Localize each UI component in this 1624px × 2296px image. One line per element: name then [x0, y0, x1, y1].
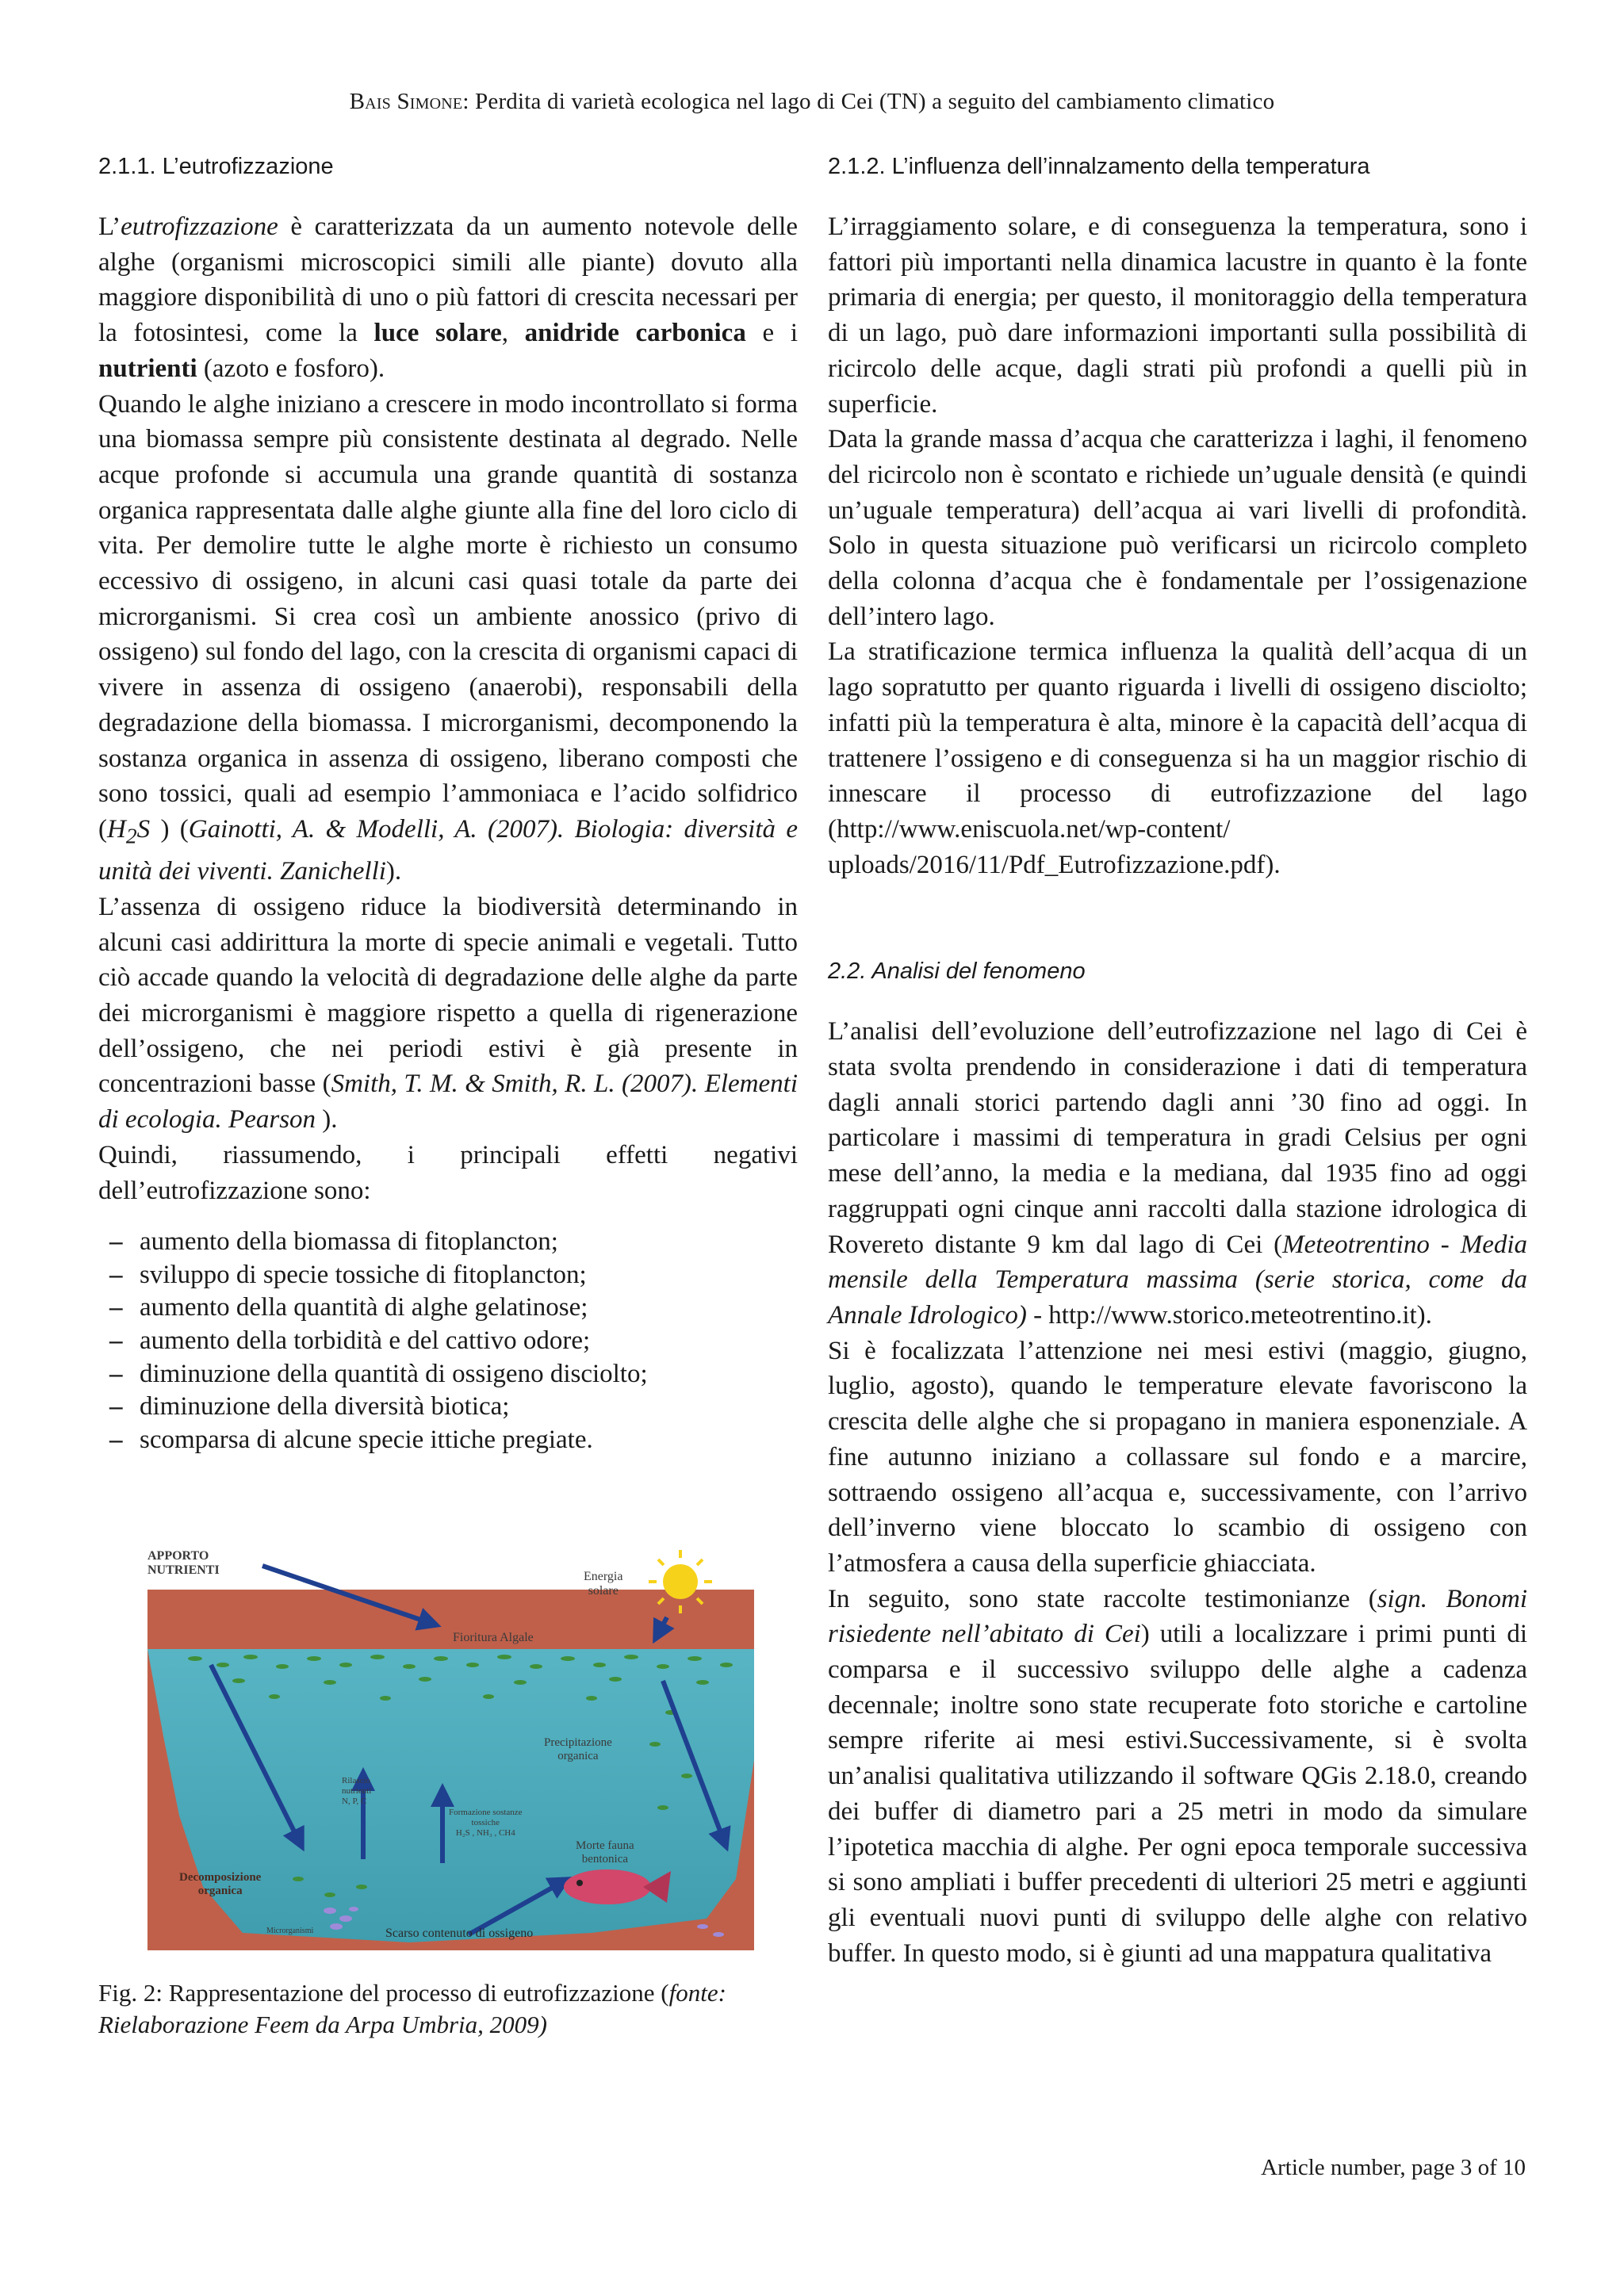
text-run: Quando le alghe iniziano a crescere in modo incontrollato si forma una biomassa sempre più consistente destinata al degrado. Nelle acque profonde si accumula una grande quantità di sostanza organica rappresentata dalle alghe giunte alla fine del loro ciclo di vita. Per demolire tutte le alghe morte è richiesto un consumo eccessivo di ossigeno, in alcuni casi quasi totale da parte dei microrganismi. Si crea così un ambiente anossico (privo di ossigeno) sul fondo del lago, con la crescita di organismi capaci di vivere in assenza di ossigeno (anaerobi), responsabili della degradazione della biomassa. I microrganismi, decomponendo la sostanza organica in assenza di ossigeno, liberano composti che sono tossici, quali ad esempio l’ammoniaca e l’acido solfidrico ( — [98, 389, 798, 844]
formula-subscript: 2 — [125, 823, 137, 848]
page-number: Article number, page 3 of 10 — [1261, 2155, 1526, 2180]
header-title: : Perdita di varietà ecologica nel lago di Cei (TN) a seguito del cambiamento climatico — [462, 89, 1275, 114]
paragraph-definition — [98, 209, 798, 387]
list-item: – aumento della quantità di alghe gelatinose; — [98, 1292, 798, 1325]
figure-caption — [98, 1977, 798, 2041]
bold-term-nutrienti: nutrienti — [98, 354, 197, 383]
text-run: e i — [745, 319, 798, 348]
formula-part: H — [107, 814, 126, 844]
paragraph-biomassa — [98, 387, 798, 890]
label-line: Decomposizione — [179, 1871, 262, 1884]
running-header — [0, 89, 1624, 115]
label-line: tossiche — [471, 1818, 500, 1827]
label-line: nutrienti — [342, 1786, 372, 1796]
label-apporto — [147, 1549, 220, 1578]
label-line: Rilascio — [342, 1776, 371, 1785]
label-rilascio — [342, 1776, 371, 1807]
label-morte — [576, 1839, 634, 1866]
eutrophication-figure — [147, 1546, 754, 1950]
citation-meteotrentino: Meteotrentino - Media mensile della Temperatura massima (serie storica, come da Annale Idrologico) — [828, 1230, 1528, 1330]
formula-h2s — [107, 814, 151, 848]
header-author: Bais Simone — [349, 89, 463, 114]
caption-text: Fig. 2: Rappresentazione del processo di eutrofizzazione ( — [98, 1979, 669, 2007]
paragraph-ricircolo: Data la grande massa d’acqua che caratterizza i laghi, il fenomeno del ricircolo non è scontato e richiede un’uguale densità (e quindi un’uguale temperatura) dell’acqua ai vari livelli di profondità. Solo in questa situazione può verificarsi un ricircolo completo della colonna d’acqua che è fondamentale per l’ossigenazione dell’intero lago. — [828, 425, 1527, 631]
citation-gainotti: Gainotti, A. & Modelli, A. (2007). Biologia: diversità e unità dei viventi. Zanichelli — [98, 814, 799, 886]
label-line: N, P, C — [342, 1797, 367, 1806]
section-heading-temperatura: 2.1.2. L’influenza dell’innalzamento della temperatura — [828, 154, 1370, 179]
formula-part: S — [136, 814, 151, 844]
paragraph-stratificazione: La stratificazione termica influenza la qualità dell’acqua di un lago sopratutto per quanto riguarda i livelli di ossigeno disciolto; infatti più la temperatura è alta, minore è la capacità dell’acqua di trattenere l’ossigeno e di conseguenza si ha un maggior rischio di innescare il processo di eutrofizzazione del lago (http://www.eniscuola.net/wp-content/ uploads/2016/11/Pdf_Eutrofizzazione.pdf). — [828, 637, 1527, 879]
section-heading-eutrofizzazione: 2.1.1. L’eutrofizzazione — [98, 154, 334, 179]
caption-source: fonte: Rielaborazione Feem da Arpa Umbria, 2009) — [98, 1979, 726, 2038]
label-line: APPORTO — [147, 1549, 209, 1563]
list-item: – diminuzione della quantità di ossigeno disciolto; — [98, 1358, 798, 1391]
italic-term: eutrofizzazione — [121, 212, 278, 241]
right-column — [828, 151, 1527, 1971]
label-line: NUTRIENTI — [147, 1563, 220, 1577]
list-item: – sviluppo di specie tossiche di fitoplancton; — [98, 1259, 798, 1292]
label-line: Morte fauna — [576, 1839, 634, 1852]
label-decomposizione — [179, 1871, 261, 1898]
text-run: - http://www.storico.meteotrentino.it). — [1026, 1300, 1432, 1330]
text-run: In seguito, sono state raccolte testimonianze ( — [828, 1584, 1377, 1613]
text-run: (azoto e fosforo). — [197, 354, 385, 383]
label-line: solare — [588, 1584, 619, 1598]
paragraph-biodiversita — [98, 890, 798, 1138]
label-fioritura: Fioritura Algale — [453, 1631, 534, 1644]
text-run: ) ( — [150, 814, 189, 844]
left-column — [98, 151, 798, 1456]
paragraph-mesi-estivi: Si è focalizzata l’attenzione nei mesi estivi (maggio, giugno, luglio, agosto), quando le temperature elevate favoriscono la crescita delle alghe che si propagano in maniera esponenziale. A fine autunno iniziano a collassare sul fondo e a marcire, sottraendo ossigeno all’acqua e, successivamente, con l’arrivo dell’inverno viene bloccato lo scambio di ossigeno con l’atmosfera a causa della superficie ghiacciata. — [828, 1336, 1527, 1578]
label-line: organica — [557, 1750, 599, 1762]
list-item: – aumento della torbidità e del cattivo odore; — [98, 1325, 798, 1358]
text-run: L’assenza di ossigeno riduce la biodiversità determinando in alcuni casi addirittura la morte di specie animali e vegetali. Tutto ciò accade quando la velocità di degradazione delle alghe da parte dei microrganismi è maggiore rispetto a quella di rigenerazione dell’ossigeno, che nei periodi estivi è già presente in concentrazioni basse ( — [98, 892, 798, 1099]
text-run: L’ — [98, 212, 121, 241]
paragraph-riassumendo: Quindi, riassumendo, i principali effetti negativi dell’eutrofizzazione sono: — [98, 1140, 798, 1205]
list-item: – aumento della biomassa di fitoplancton; — [98, 1226, 798, 1259]
paragraph-irraggiamento: L’irraggiamento solare, e di conseguenza la temperatura, sono i fattori più importanti nella dinamica lacustre in quanto è la fonte primaria di energia; per questo, il monitoraggio della temperatura di un lago, può dare informazioni importanti sulla possibilità di ricircolo delle acque, dagli strati più profondi a quelli più in superficie. — [828, 212, 1527, 419]
label-formazione — [449, 1808, 523, 1839]
section-heading-analisi: 2.2. Analisi del fenomeno — [828, 959, 1086, 985]
label-line: organica — [197, 1885, 243, 1897]
bold-term-luce: luce solare — [373, 319, 502, 348]
label-line: H₂S , NH₃ , CH4 — [455, 1828, 515, 1838]
text-run: ) utili a localizzare i primi punti di comparsa e il successivo sviluppo delle alghe a cadenza decennale; inoltre sono state recuperate foto storiche e cartoline sempre riferite ai mesi estivi.Successivamente, si è svolta un’analisi qualitativa utilizzando il software QGis 2.18.0, creando dei buffer di diametro pari a 25 metri in modo da simulare l’ipotetica macchia di alghe. Per ogni epoca temporale successiva si sono ampliati i buffer precedenti di ulteriori 25 metri e aggiunti gli eventuali nuovi punti di sviluppo delle alghe con relativo buffer. In questo modo, si è giunti ad una mappatura qualitativa — [828, 1620, 1527, 1968]
label-energia — [584, 1570, 622, 1598]
bold-term-anidride: anidride carbonica — [524, 319, 746, 348]
label-line: Precipitazione — [544, 1736, 612, 1749]
label-line: Formazione sostanze — [449, 1808, 523, 1817]
text-run: , — [501, 319, 525, 348]
effects-list — [98, 1226, 798, 1456]
list-item: – diminuzione della diversità biotica; — [98, 1391, 798, 1424]
citation-smith: Smith, T. M. & Smith, R. L. (2007). Elementi di ecologia. Pearson — [98, 1070, 798, 1135]
text-run: ). — [316, 1105, 338, 1135]
label-scarso-ossigeno: Scarso contenuto di ossigeno — [385, 1927, 534, 1940]
text-run: è caratterizzata da un aumento notevole delle alghe (organismi microscopici simili alle piante) dovuto alla maggiore disponibilità di uno o più fattori di crescita necessari per la fotosintesi, come la — [98, 212, 798, 348]
label-line: bentonica — [581, 1853, 629, 1866]
list-item: – scomparsa di alcune specie ittiche pregiate. — [98, 1424, 798, 1457]
text-run: ). — [385, 857, 402, 886]
label-line: Energia — [584, 1570, 623, 1583]
paragraph-testimonianze — [828, 1582, 1527, 1972]
paragraph-analisi — [828, 1014, 1527, 1333]
citation-bonomi: sign. Bonomi risiedente nell’abitato di Cei — [828, 1584, 1527, 1649]
text-run: L’analisi dell’evoluzione dell’eutrofizzazione nel lago di Cei è stata svolta prendendo in considerazione i dati di temperatura dagli annali storici partendo dagli anni ’30 fino ad oggi. In particolare i massimi di temperatura in gradi Celsius per ogni mese dell’anno, la media e la mediana, dal 1935 fino ad oggi raggruppati ogni cinque anni raccolti dalla stazione idrologica di Rovereto distante 9 km dal lago di Cei ( — [828, 1017, 1527, 1259]
label-precipitazione — [544, 1736, 612, 1763]
label-microrganismi: Microrganismi — [266, 1927, 314, 1935]
